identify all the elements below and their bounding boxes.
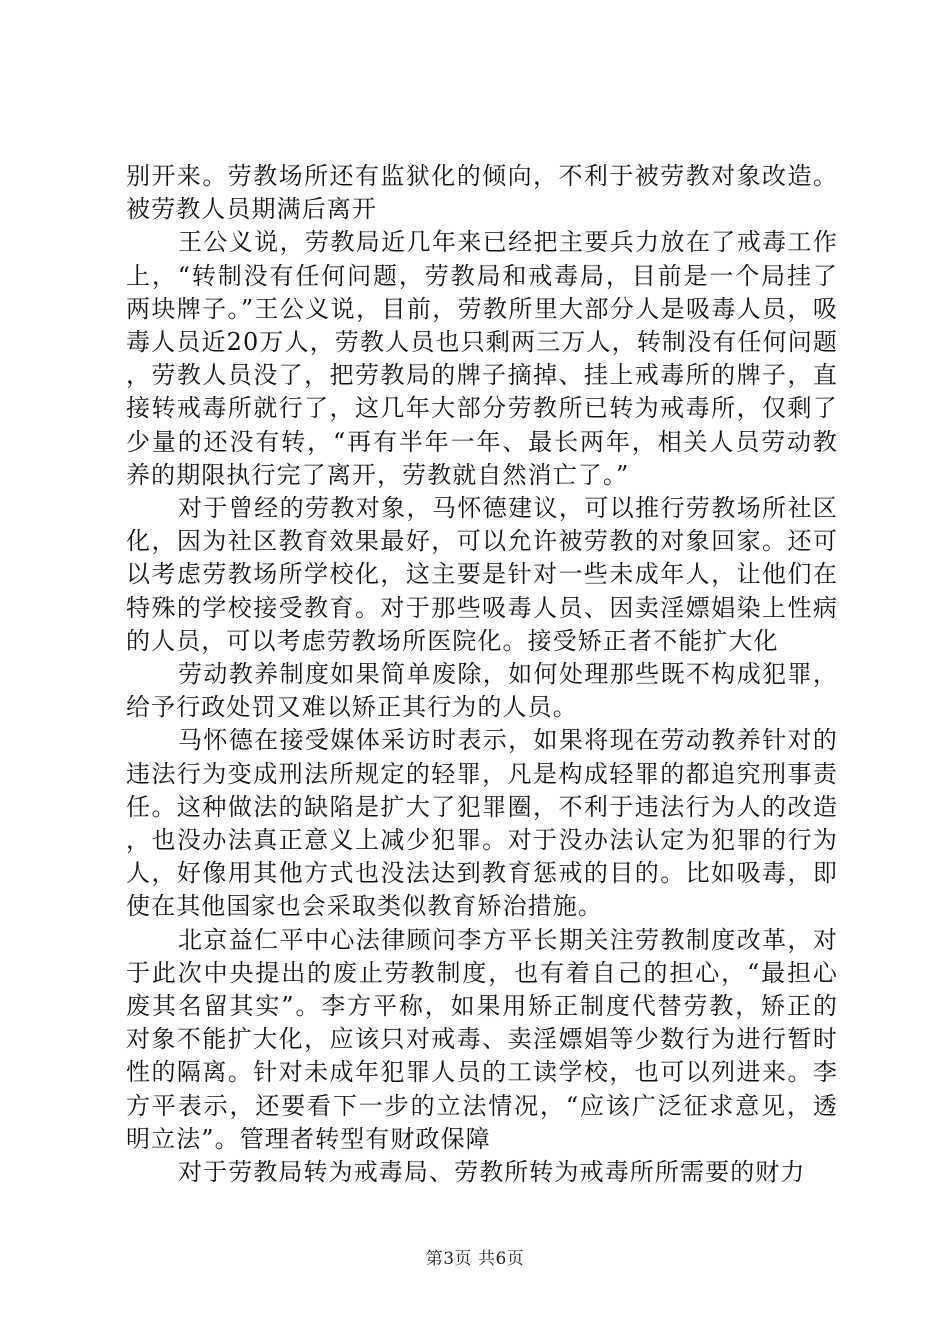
page-number-footer: 第3页 共6页 bbox=[425, 1249, 525, 1269]
paragraph-1: 别开来。劳教场所还有监狱化的倾向，不利于被劳教对象改造。被劳教人员期满后离开 bbox=[126, 162, 838, 224]
paragraph-2: 王公义说，劳教局近几年来已经把主要兵力放在了戒毒工作上，“转制没有任何问题，劳教局和戒毒局，目前是一个局挂了两块牌子。”王公义说，目前，劳教所里大部分人是吸毒人员，吸毒人员近20万人，劳教人员也只剩两三万人，转制没有任何问题，劳教人员没了，把劳教局的牌子摘掉、挂上戒毒所的牌子，直接转戒毒所就行了，这几年大部分劳教所已转为戒毒所，仅剩了少量的还没有转，“再有半年一年、最长两年，相关人员劳动教养的期限执行完了离开，劳教就自然消亡了。” bbox=[126, 228, 838, 489]
paragraph-3: 对于曾经的劳教对象，马怀德建议，可以推行劳教场所社区化，因为社区教育效果最好，可以允许被劳教的对象回家。还可以考虑劳教场所学校化，这主要是针对一些未成年人，让他们在特殊的学校接受教育。对于那些吸毒人员、因卖淫嫖娼染上性病的人员，可以考虑劳教场所医院化。接受矫正者不能扩大化 bbox=[126, 494, 838, 655]
paragraph-4: 劳动教养制度如果简单废除，如何处理那些既不构成犯罪，给予行政处罚又难以矫正其行为的人员。 bbox=[126, 660, 838, 722]
paragraph-5: 马怀德在接受媒体采访时表示，如果将现在劳动教养针对的违法行为变成刑法所规定的轻罪，凡是构成轻罪的都追究刑事责任。这种做法的缺陷是扩大了犯罪圈，不利于违法行为人的改造，也没办法真正意义上减少犯罪。对于没办法认定为犯罪的行为人，好像用其他方式也没法达到教育惩戒的目的。比如吸毒，即使在其他国家也会采取类似教育矫治措施。 bbox=[126, 726, 838, 921]
body-text bbox=[126, 160, 838, 1189]
paragraph-6: 北京益仁平中心法律顾问李方平长期关注劳教制度改革，对于此次中央提出的废止劳教制度，也有着自己的担心，“最担心废其名留其实”。李方平称，如果用矫正制度代替劳教，矫正的对象不能扩大化，应该只对戒毒、卖淫嫖娼等少数行为进行暂时性的隔离。针对未成年犯罪人员的工读学校，也可以列进来。李方平表示，还要看下一步的立法情况，“应该广泛征求意见，透明立法”。管理者转型有财政保障 bbox=[126, 925, 838, 1153]
paragraph-7: 对于劳教局转为戒毒局、劳教所转为戒毒所所需要的财力 bbox=[178, 1158, 806, 1187]
